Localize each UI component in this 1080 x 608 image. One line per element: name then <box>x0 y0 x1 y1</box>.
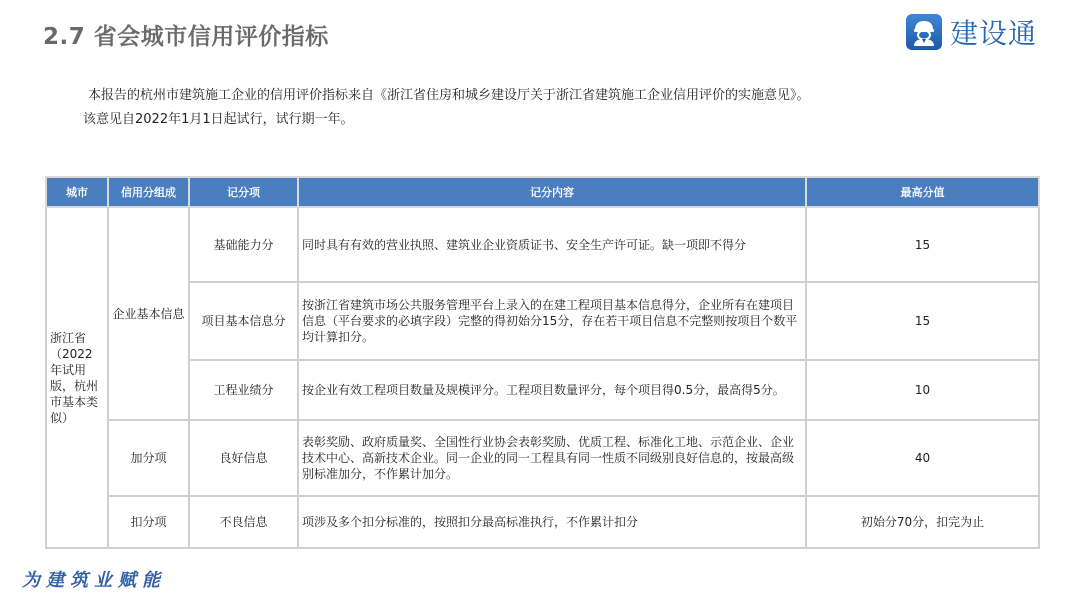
column-header-city: 城市 <box>46 177 108 207</box>
worker-helmet-icon <box>906 14 942 50</box>
column-header-score-item: 记分项 <box>189 177 298 207</box>
score-content-cell: 同时具有有效的营业执照、建筑业企业资质证书、安全生产许可证。缺一项即不得分 <box>298 207 806 282</box>
city-cell: 浙江省（2022年试用版，杭州市基本类似） <box>46 207 108 548</box>
score-item-cell: 基础能力分 <box>189 207 298 282</box>
group-cell-basic-info: 企业基本信息 <box>108 207 189 420</box>
brand-logo <box>906 12 1037 52</box>
score-content-cell: 按企业有效工程项目数量及规模评分。工程项目数量评分，每个项目得0.5分，最高得5分。 <box>298 360 806 420</box>
intro-paragraph-1: 本报告的杭州市建筑施工企业的信用评价指标来自《浙江省住房和城乡建设厅关于浙江省建筑施工企业信用评价的实施意见》。 <box>88 88 810 103</box>
score-item-cell: 不良信息 <box>189 496 298 548</box>
group-cell-deduction: 扣分项 <box>108 496 189 548</box>
table-row <box>46 420 1039 496</box>
table-row <box>46 282 1039 360</box>
score-item-cell: 良好信息 <box>189 420 298 496</box>
max-score-cell: 10 <box>806 360 1039 420</box>
intro-text <box>83 84 810 132</box>
brand-name: 建设通 <box>950 17 1038 50</box>
max-score-cell: 15 <box>806 207 1039 282</box>
credit-evaluation-table <box>45 176 1040 549</box>
column-header-score-content: 记分内容 <box>298 177 806 207</box>
max-score-cell: 15 <box>806 282 1039 360</box>
footer-slogan: 为建筑业赋能 <box>22 570 166 591</box>
column-header-credit-composition: 信用分组成 <box>108 177 189 207</box>
score-content-cell: 项涉及多个扣分标准的，按照扣分最高标准执行，不作累计扣分 <box>298 496 806 548</box>
table-row <box>46 360 1039 420</box>
score-content-cell: 按浙江省建筑市场公共服务管理平台上录入的在建工程项目基本信息得分，企业所有在建项目信息（平台要求的必填字段）完整的得初始分15分，存在若干项目信息不完整则按项目个数平均计算扣分。 <box>298 282 806 360</box>
group-cell-bonus: 加分项 <box>108 420 189 496</box>
max-score-cell: 初始分70分，扣完为止 <box>806 496 1039 548</box>
score-content-cell: 表彰奖励、政府质量奖、全国性行业协会表彰奖励、优质工程、标准化工地、示范企业、企业技术中心、高新技术企业。同一企业的同一工程具有同一性质不同级别良好信息的，按最高级别标准加分，不作累计加分。 <box>298 420 806 496</box>
table-row <box>46 496 1039 548</box>
score-item-cell: 工程业绩分 <box>189 360 298 420</box>
column-header-max-score: 最高分值 <box>806 177 1039 207</box>
page-title: 2.7 省会城市信用评价指标 <box>43 24 329 50</box>
intro-paragraph-2: 该意见自2022年1月1日起试行，试行期一年。 <box>83 112 354 127</box>
score-item-cell: 项目基本信息分 <box>189 282 298 360</box>
table-header-row <box>46 177 1039 207</box>
max-score-cell: 40 <box>806 420 1039 496</box>
table-row <box>46 207 1039 282</box>
